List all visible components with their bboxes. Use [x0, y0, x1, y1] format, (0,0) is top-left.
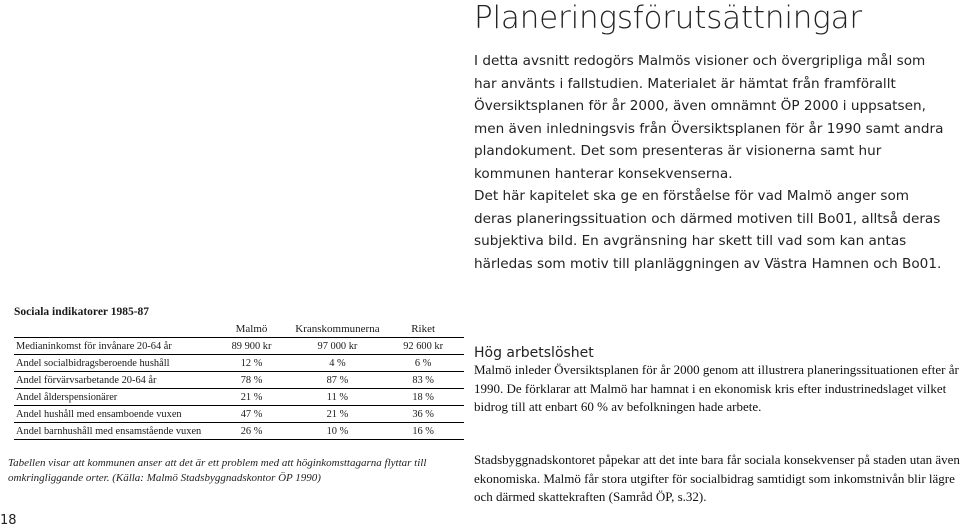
row-label: Andel hushåll med ensamboende vuxen — [16, 408, 182, 420]
section-heading: Hög arbetslöshet — [474, 345, 594, 361]
cell-malmo: 47 % — [240, 408, 263, 420]
table-title: Sociala indikatorer 1985-87 — [14, 306, 150, 318]
intro-text — [474, 50, 944, 275]
intro-paragraph-2: Det här kapitelet ska ge en förståelse för vad Malmö anger som deras planeringssituation och därmed motiven till Bo01, alltså deras subjektiva bild. En avgränsning har skett till vad som kan antas härledas som motiv till planläggningen av Västra Hamnen och Bo01. — [474, 188, 942, 272]
cell-kranskommunerna: 21 % — [326, 408, 349, 420]
table-row — [14, 389, 464, 406]
cell-riket: 16 % — [412, 425, 434, 437]
cell-riket: 6 % — [414, 357, 432, 369]
cell-riket: 83 % — [412, 374, 434, 386]
column-header — [14, 321, 210, 338]
cell-kranskommunerna: 97 000 kr — [317, 340, 358, 352]
cell-kranskommunerna: 4 % — [329, 357, 346, 369]
column-header: Riket — [411, 323, 436, 335]
page-number: 18 — [0, 513, 17, 528]
row-label: Andel barnhushåll med ensamstående vuxen — [16, 425, 202, 437]
table-caption: Tabellen visar att kommunen anser att det är ett problem med att höginkomsttagarna flyttar till omkringliggande orter. (Källa: Malmö Stadsbyggnadskontor ÖP 1990) — [8, 457, 427, 484]
column-header: Malmö — [235, 323, 268, 335]
body-paragraph-2: Stadsbyggnadskontoret påpekar att det inte bara får sociala konsekvenser på staden utan även ekonomiska. Malmö får stora utgifter för socialbidrag samtidigt som inkomstnivån blir lägre och därmed skattekraften (Samråd ÖP, s.32). — [474, 452, 960, 504]
cell-kranskommunerna: 87 % — [326, 374, 349, 386]
body-paragraph-1: Malmö inleder Översiktsplanen för år 2000 genom att illustrera planeringssituationen efter år 1990. De förklarar att Malmö har hamnat i en ekonomisk kris efter industrinedslaget vilket bidrog till att enbart 60 % av befolkningen hade arbete. — [474, 362, 959, 414]
page-title: Planeringsförutsättningar — [474, 0, 862, 36]
cell-malmo: 21 % — [240, 391, 263, 403]
table-row — [14, 355, 464, 372]
cell-kranskommunerna: 11 % — [326, 391, 349, 403]
table-row — [14, 372, 464, 389]
cell-malmo: 12 % — [240, 357, 263, 369]
row-label: Medianinkomst för invånare 20-64 år — [16, 340, 172, 352]
cell-malmo: 78 % — [240, 374, 263, 386]
cell-kranskommunerna: 10 % — [326, 425, 349, 437]
table-row — [14, 406, 464, 423]
cell-malmo: 89 900 kr — [231, 340, 272, 352]
cell-riket: 36 % — [412, 408, 434, 420]
table-row — [14, 338, 464, 355]
cell-riket: 18 % — [412, 391, 434, 403]
cell-malmo: 26 % — [240, 425, 263, 437]
row-label: Andel socialbidragsberoende hushåll — [16, 357, 170, 369]
social-indicators-table — [14, 321, 464, 440]
table-header-row — [14, 321, 464, 338]
cell-riket: 92 600 kr — [403, 340, 444, 352]
intro-paragraph-1: I detta avsnitt redogörs Malmös visioner och övergripliga mål som har använts i fallstudien. Materialet är hämtat från framförallt Översiktsplanen för år 2000, även omnämnt ÖP 2000 i uppsatsen, men även inledningsvis från Översiktsplanen för år 1990 samt andra plandokument. Det som presenteras är visionerna samt hur kommunen hanterar konsekvenserna. — [474, 53, 944, 182]
row-label: Andel ålderspensionärer — [16, 391, 118, 403]
table-row — [14, 423, 464, 440]
column-header: Kranskommunerna — [295, 323, 380, 335]
row-label: Andel förvärvsarbetande 20-64 år — [16, 374, 157, 386]
